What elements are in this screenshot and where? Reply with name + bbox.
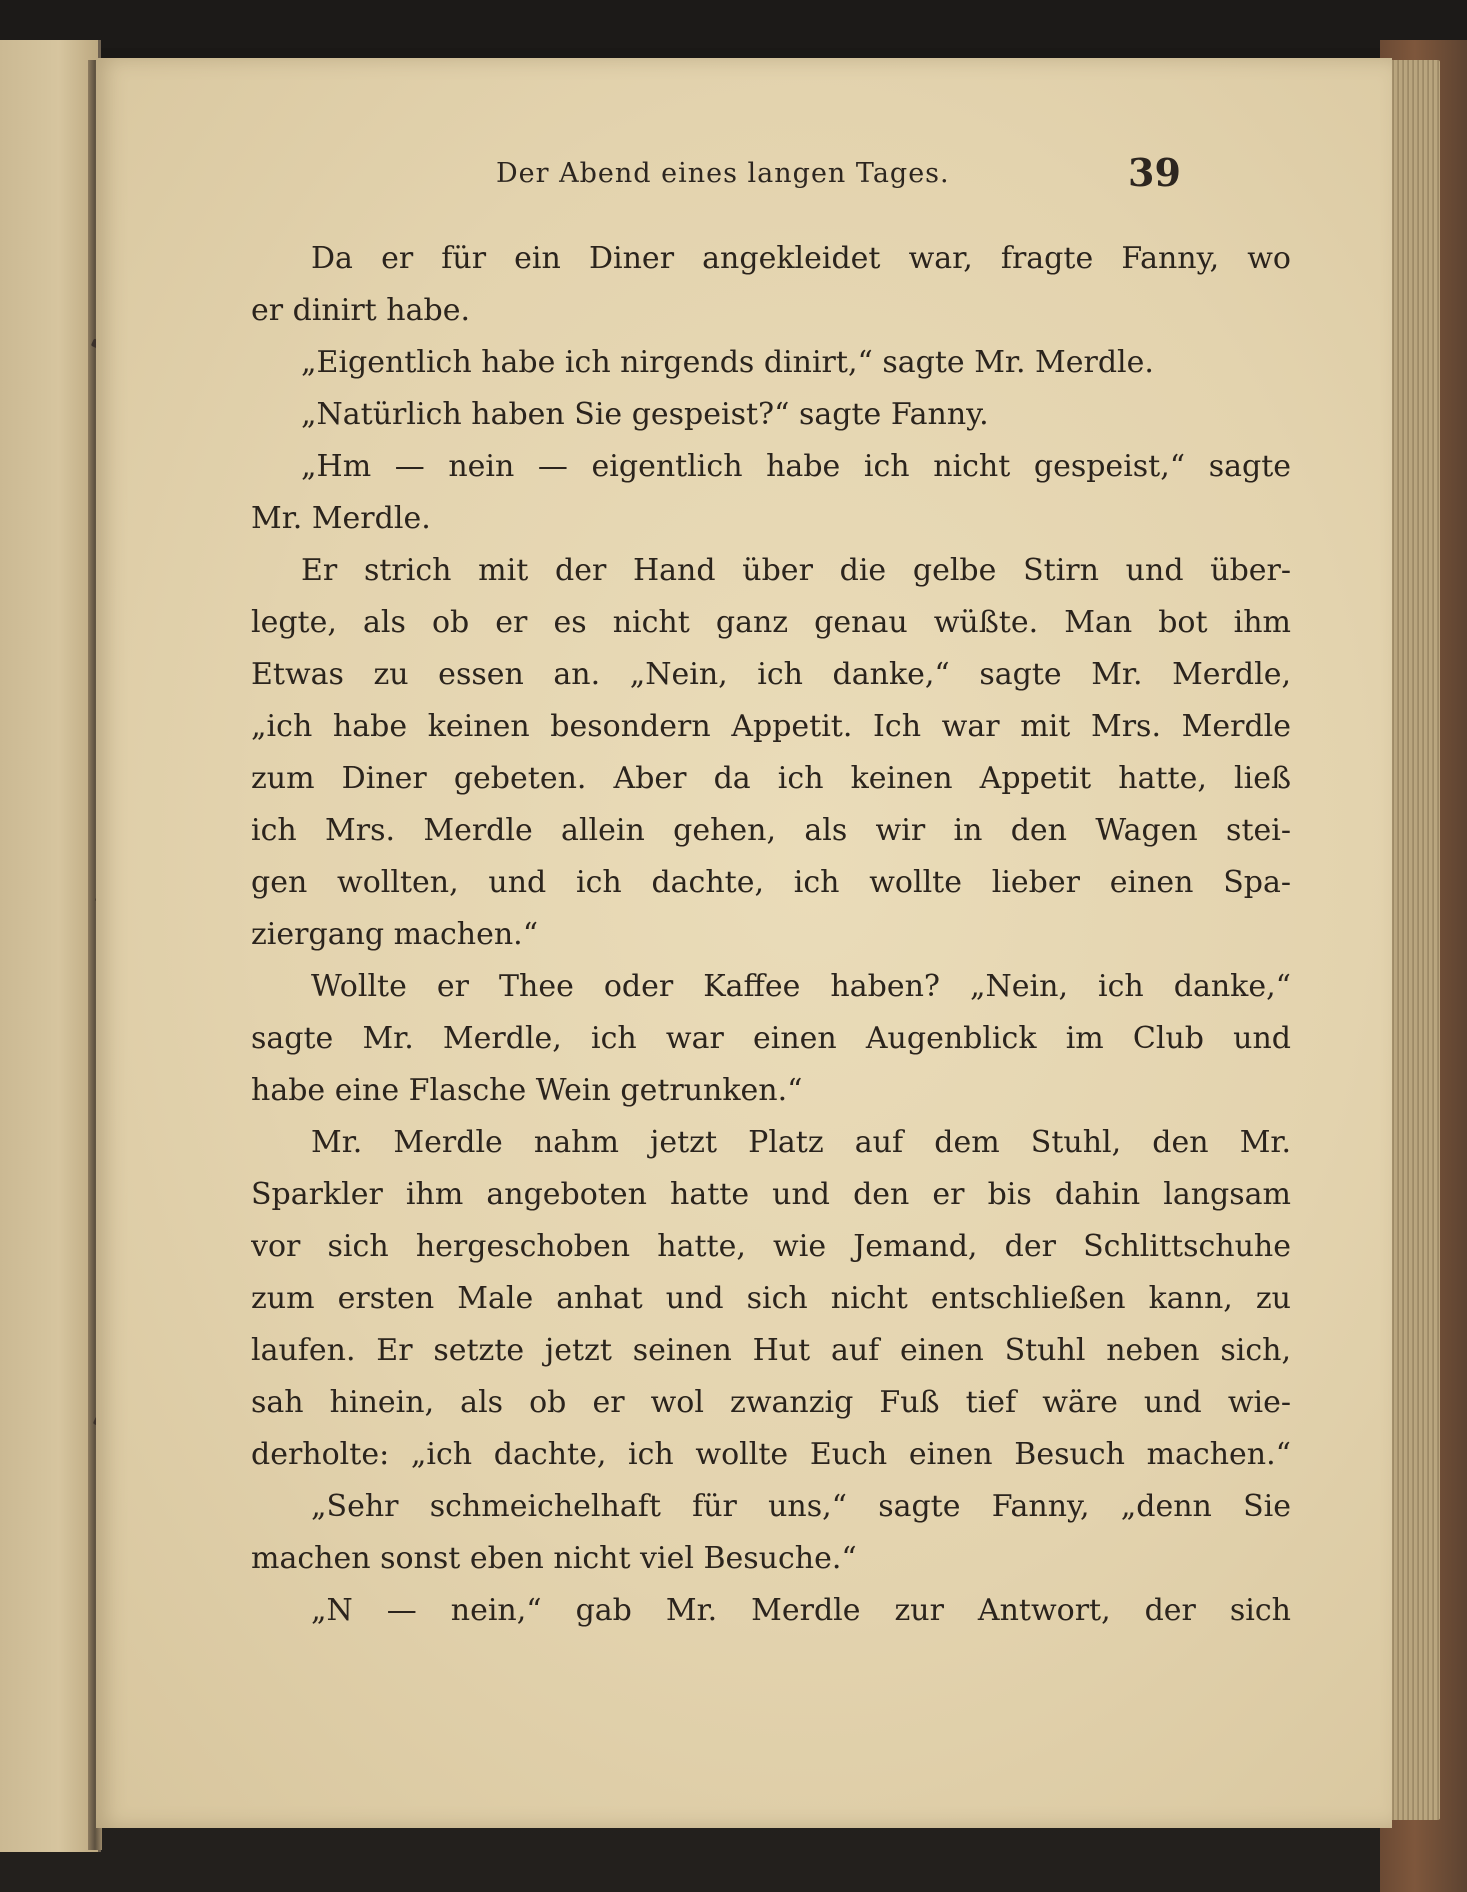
text-line: vor sich hergeschoben hatte, wie Jemand, der Schlittschuhe <box>251 1229 1291 1264</box>
text-line: „Hm — nein — eigentlich habe ich nicht gespeist,“ sagte <box>301 449 1291 484</box>
text-line: Sparkler ihm angeboten hatte und den er bis dahin langsam <box>251 1177 1291 1212</box>
text-line: er dinirt habe. <box>251 293 470 328</box>
text-line: „Natürlich haben Sie gespeist?“ sagte Fanny. <box>301 397 989 432</box>
text-line: „Eigentlich habe ich nirgends dinirt,“ sagte Mr. Merdle. <box>301 345 1154 380</box>
text-line: legte, als ob er es nicht ganz genau wüßte. Man bot ihm <box>251 605 1291 640</box>
text-line: derholte: „ich dachte, ich wollte Euch einen Besuch machen.“ <box>251 1437 1291 1472</box>
running-head <box>96 150 1392 218</box>
text-line: zum Diner gebeten. Aber da ich keinen Appetit hatte, ließ <box>251 761 1291 796</box>
text-line: „N — nein,“ gab Mr. Merdle zur Antwort, der sich <box>311 1593 1291 1628</box>
running-head-title: Der Abend eines langen Tages. <box>496 158 950 189</box>
text-line: Mr. Merdle. <box>251 501 431 536</box>
text-line: gen wollten, und ich dachte, ich wollte lieber einen Spa- <box>251 865 1291 900</box>
text-line: Etwas zu essen an. „Nein, ich danke,“ sagte Mr. Merdle, <box>251 657 1291 692</box>
text-line: Wollte er Thee oder Kaffee haben? „Nein, ich danke,“ <box>311 969 1291 1004</box>
text-line: laufen. Er setzte jetzt seinen Hut auf einen Stuhl neben sich, <box>251 1333 1291 1368</box>
body-text <box>251 233 1291 1713</box>
page-number: 39 <box>1128 150 1181 195</box>
text-line: habe eine Flasche Wein getrunken.“ <box>251 1073 803 1108</box>
text-line: Da er für ein Diner angekleidet war, fragte Fanny, wo <box>311 241 1291 276</box>
book-page <box>96 58 1392 1828</box>
text-line: zum ersten Male anhat und sich nicht entschließen kann, zu <box>251 1281 1291 1316</box>
text-line: ziergang machen.“ <box>251 917 539 952</box>
text-line: sagte Mr. Merdle, ich war einen Augenblick im Club und <box>251 1021 1291 1056</box>
text-line: Er strich mit der Hand über die gelbe Stirn und über- <box>301 553 1291 588</box>
text-line: „Sehr schmeichelhaft für uns,“ sagte Fanny, „denn Sie <box>311 1489 1291 1524</box>
page-edges <box>1385 60 1440 1820</box>
text-line: Mr. Merdle nahm jetzt Platz auf dem Stuhl, den Mr. <box>311 1125 1291 1160</box>
text-line: sah hinein, als ob er wol zwanzig Fuß tief wäre und wie- <box>251 1385 1291 1420</box>
text-line: machen sonst eben nicht viel Besuche.“ <box>251 1541 857 1576</box>
background-dark <box>0 0 1467 48</box>
text-line: ich Mrs. Merdle allein gehen, als wir in den Wagen stei- <box>251 813 1291 848</box>
text-line: „ich habe keinen besondern Appetit. Ich war mit Mrs. Merdle <box>251 709 1291 744</box>
facing-page <box>0 40 101 1852</box>
